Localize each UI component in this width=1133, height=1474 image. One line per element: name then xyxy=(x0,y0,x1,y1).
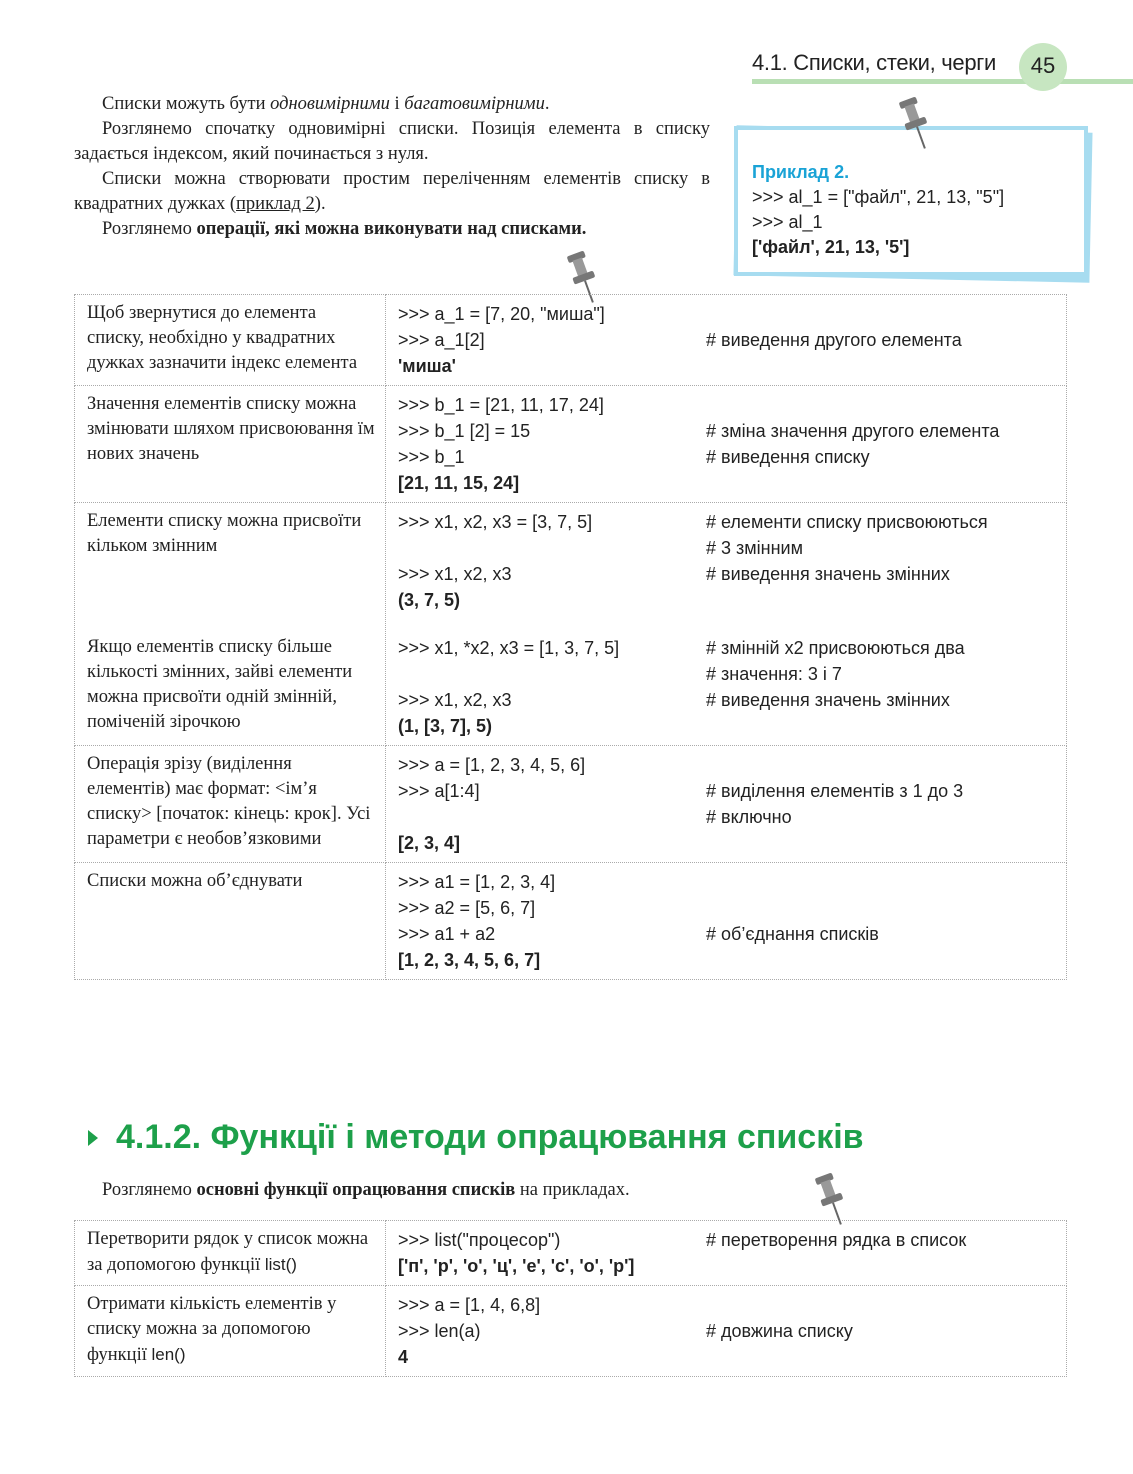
table-row xyxy=(75,1286,1067,1377)
row-description: Щоб звернутися до елемента списку, необхідно у квадратних дужках зазначити індекс елемента xyxy=(75,295,386,386)
section-intro: Розглянемо основні функції опрацювання списків на прикладах. xyxy=(102,1180,630,1200)
table-row xyxy=(75,295,1067,386)
intro-paragraph: Розглянемо спочатку одновимірні списки. Позиція елемента в списку задається індексом, який починається з нуля. xyxy=(74,119,710,164)
row-description: Списки можна об’єднувати xyxy=(75,863,386,980)
section-marker-icon xyxy=(88,1130,98,1146)
table-row xyxy=(75,503,1067,746)
row-description: Операція зрізу (виділення елементів) має формат: <ім’я списку> [початок: кінець: крок]. Усі параметри є необов’язковими xyxy=(75,746,386,863)
intro-paragraph: Списки можуть бути одновимірними і багатовимірними. xyxy=(102,94,550,114)
example-title: Приклад 2. xyxy=(752,162,850,182)
page-number: 45 xyxy=(1019,43,1067,91)
table-row xyxy=(75,1221,1067,1286)
row-code: >>> a_1 = [7, 20, "миша"] >>> a_1[2] # виведення другого елемента 'миша' xyxy=(386,295,1067,386)
row-description: Елементи списку можна присвоїти кільком змінним Якщо елементів списку більше кількості змінних, зайві елементи можна присвоїти одній змінній, поміченій зірочкою xyxy=(75,503,386,746)
row-code: >>> a1 = [1, 2, 3, 4] >>> a2 = [5, 6, 7] >>> a1 + a2 # об’єднання списків [1, 2, 3, 4, 5, 6, 7] xyxy=(386,863,1067,980)
table-row xyxy=(75,863,1067,980)
table-row xyxy=(75,386,1067,503)
table-row xyxy=(75,746,1067,863)
header-rule xyxy=(752,79,1133,84)
row-description: Значення елементів списку можна змінювати шляхом присвоювання їм нових значень xyxy=(75,386,386,503)
intro-paragraph: Списки можна створювати простим переліченням елементів списку в квадратних дужках (приклад 2). xyxy=(74,169,710,214)
example-line: >>> al_1 xyxy=(752,212,823,232)
example-content xyxy=(752,160,1004,260)
example-line: >>> al_1 = ["файл", 21, 13, "5"] xyxy=(752,187,1005,207)
row-code: >>> a = [1, 2, 3, 4, 5, 6] >>> a[1:4] # виділення елементів з 1 до 3 # включно [2, 3, 4] xyxy=(386,746,1067,863)
example-link[interactable]: приклад 2 xyxy=(236,194,315,214)
row-description: Перетворити рядок у список можна за допомогою функції list() xyxy=(75,1221,386,1286)
section-heading: 4.1.2. Функції і методи опрацювання списків xyxy=(88,1118,864,1157)
row-code: >>> b_1 = [21, 11, 17, 24] >>> b_1 [2] = 15 # зміна значення другого елемента >>> b_1 # виведення списку [21, 11, 15, 24] xyxy=(386,386,1067,503)
operations-table xyxy=(74,294,1067,980)
intro-text xyxy=(74,92,710,242)
row-description: Отримати кількість елементів у списку можна за допомогою функції len() xyxy=(75,1286,386,1377)
row-code: >>> a = [1, 4, 6,8] >>> len(a) # довжина списку 4 xyxy=(386,1286,1067,1377)
example-output: ['файл', 21, 13, '5'] xyxy=(752,237,910,257)
intro-paragraph: Розглянемо операції, які можна виконувати над списками. xyxy=(102,219,587,239)
row-code: >>> x1, x2, x3 = [3, 7, 5] # елементи списку присвоюються # 3 змінним >>> x1, x2, x3 # виведення значень змінних (3, 7, 5) >>> x1, *x2, x3 = [1, 3, 7, 5] # змінній x2 присвоюються два # значення: 3 і 7 >>> x1, x2, x3 # виведення значень змінних (1, [3, 7], 5) xyxy=(386,503,1067,746)
pushpin-icon xyxy=(896,96,936,152)
running-header: 4.1. Списки, стеки, черги xyxy=(752,50,996,75)
row-code: >>> list("процесор") # перетворення рядка в список ['п', 'р', 'о', 'ц', 'е', 'с', 'о', 'р'] xyxy=(386,1221,1067,1286)
functions-table xyxy=(74,1220,1067,1377)
